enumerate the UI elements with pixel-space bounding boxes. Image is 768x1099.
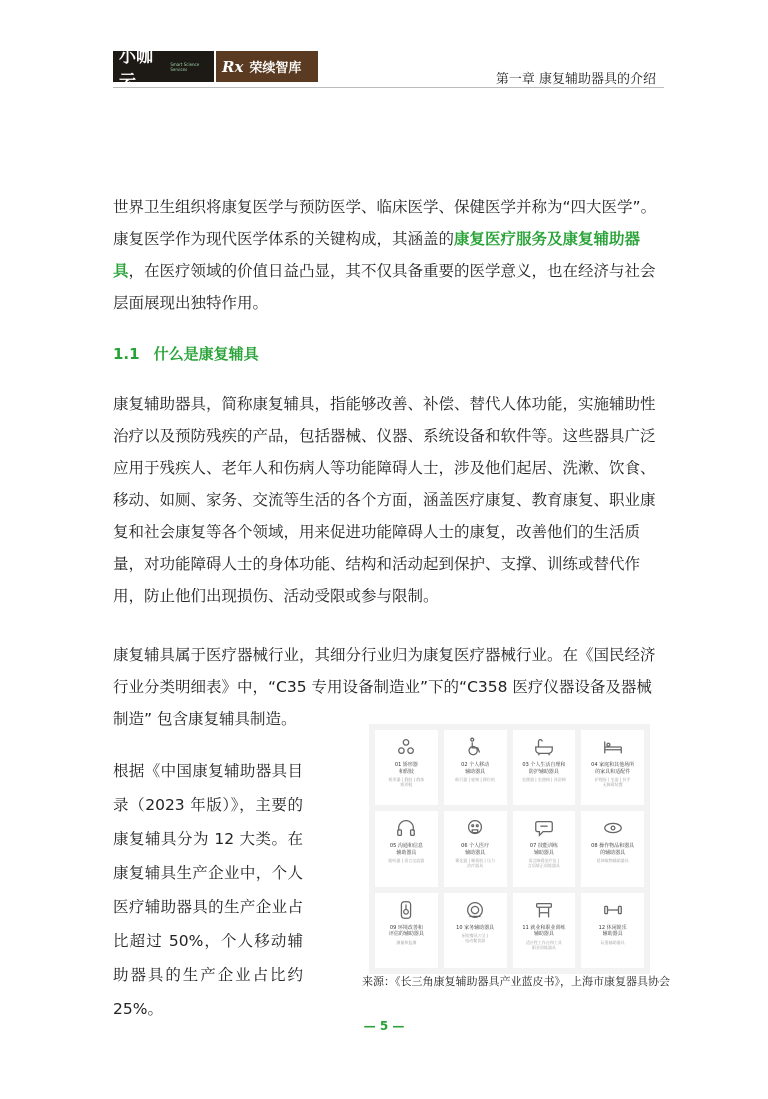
category-title: 09 环境改善和 评估的辅助器具 [388, 924, 424, 938]
category-examples: 延伸取物辅助器具 [596, 858, 629, 864]
prosthesis-icon [395, 736, 417, 758]
category-examples: 玩耍辅助器具 [600, 939, 625, 945]
category-title: 08 操作物品和器具 的辅助器具 [591, 843, 635, 856]
category-card [581, 811, 644, 886]
category-examples: 厨房餐具刀叉 | 电动餐食器 [461, 933, 489, 944]
section-heading [113, 343, 259, 364]
thermometer-icon [395, 899, 417, 921]
category-card [513, 893, 576, 968]
chapter-title: 第一章 康复辅助器具的介绍 [495, 72, 656, 87]
category-card [581, 730, 644, 805]
category-examples: 雾化器 | 制氧机 | 压力 治疗器具 [455, 858, 496, 869]
dumbbell-icon [602, 899, 624, 921]
section-number: 1.1 [113, 345, 140, 363]
category-title: 01 矫形器 和假肢 [394, 762, 418, 775]
category-examples: 护理床 | 坐姿 | 扶手 无障碍装置 [594, 777, 631, 787]
category-title: 06 个人医疗 辅助器具 [461, 843, 490, 856]
header-divider [113, 87, 664, 88]
intro-text-after: ，在医疗领域的价值日益凸显，其不仅具备重要的医学意义，也在经济与社会层面展现出独特作用。 [113, 262, 656, 312]
category-figure [369, 724, 650, 974]
category-card [513, 730, 576, 805]
intro-highlight: 康复医疗服务及康复辅助器具 [113, 230, 641, 280]
figure-caption: 来源：《长三角康复辅助器具产业蓝皮书》，上海市康复器具协会 [362, 975, 670, 988]
section-title: 什么是康复辅具 [153, 345, 259, 363]
category-title: 11 就业和职业训练 辅助器具 [522, 924, 566, 938]
category-card [444, 893, 507, 968]
category-examples: 语言障碍治疗仪 | 言语矫正训练器具 [527, 858, 560, 869]
logo-rongxu-name: 荣续智库 [249, 61, 302, 76]
category-title: 10 家务辅助器具 [456, 924, 495, 931]
category-examples: 坐便器 | 坐便椅 | 沐浴椅 [521, 777, 566, 782]
category-card [444, 811, 507, 886]
category-examples: 测量和监测 [396, 939, 417, 945]
definition-paragraph: 康复辅助器具，简称康复辅具，指能够改善、补偿、替代人体功能，实施辅助性治疗以及预防残疾的产品，包括器械、仪器、系统设备和软件等。这些器具广泛应用于残疾人、老年人和伤病人等功能障碍人士，涉及他们起居、洗漱、饮食、移动、如厕、家务、交流等生活的各个方面，涵盖医疗康复、教育康复、职业康复和社会康复等各个领域，用来促进功能障碍人士的康复，改善他们的生活质量，对功能障碍人士的身体功能、结构和活动起到保护、支撑、训练或替代作用，防止他们出现损伤、活动受限或参与限制。 [113, 395, 656, 605]
category-card [375, 811, 438, 886]
category-title: 12 休闲娱乐 辅助器具 [598, 924, 627, 938]
bathtub-icon [533, 736, 555, 758]
wheelchair-icon [464, 736, 486, 758]
bed-icon [602, 736, 624, 758]
category-title: 04 家庭和其他场所 的家具和适配件 [591, 762, 635, 775]
category-card [513, 811, 576, 886]
logo-xiaokayun-name: 小咖云 [119, 46, 153, 92]
logo-rongxu [216, 51, 318, 82]
category-card [375, 893, 438, 968]
category-examples: 助听器 | 语言交流器 [388, 858, 425, 864]
stool-icon [533, 899, 555, 921]
face-mask-icon [464, 817, 486, 839]
grab-tool-icon [602, 817, 624, 839]
logo-rongxu-mark: Rx [222, 57, 244, 76]
category-card [375, 730, 438, 805]
category-title: 02 个人移动 辅助器具 [461, 762, 490, 775]
intro-paragraph [113, 191, 661, 319]
category-examples: 矫形器 | 假肢 | 假体 矫形鞋 [388, 777, 425, 787]
category-card [581, 893, 644, 968]
logo-xiaokayun-tagline: Smart Science Services [170, 61, 200, 72]
speech-bubble-icon [533, 817, 555, 839]
category-summary-paragraph: 根据《中国康复辅助器具目录（2023 年版）》，主要的康复辅具分为 12 大类。在康复辅具生产企业中，个人医疗辅助器具的生产企业占比超过 50%，个人移动辅助器具的生产企业占比约 25%。 [113, 762, 303, 1018]
category-title: 05 沟通和信息 辅助器具 [389, 843, 423, 856]
headphones-icon [395, 817, 417, 839]
category-title: 03 个人生活自理和 防护辅助器具 [522, 762, 566, 775]
category-examples: 助行器 | 轮椅 | 移位机 [455, 777, 496, 782]
intro-text-before: 世界卫生组织将康复医学与预防医学、临床医学、保健医学并称为“四大医学”。康复医学作为现代医学体系的关键构成，其涵盖的 [113, 198, 657, 248]
category-title: 07 技能训练 辅助器具 [529, 843, 558, 856]
category-examples: 适应性工作台和工具 职业训练器具 [525, 939, 562, 950]
category-card [444, 730, 507, 805]
industry-paragraph: 康复辅具属于医疗器械行业，其细分行业归为康复医疗器械行业。在《国民经济行业分类明细表》中，“C35 专用设备制造业”下的“C358 医疗仪器设备及器械制造” 包含康复辅具制造。 [113, 646, 656, 728]
washing-machine-icon [464, 899, 486, 921]
logo-xiaokayun [113, 46, 214, 92]
page-number: — 5 — [363, 1019, 405, 1033]
